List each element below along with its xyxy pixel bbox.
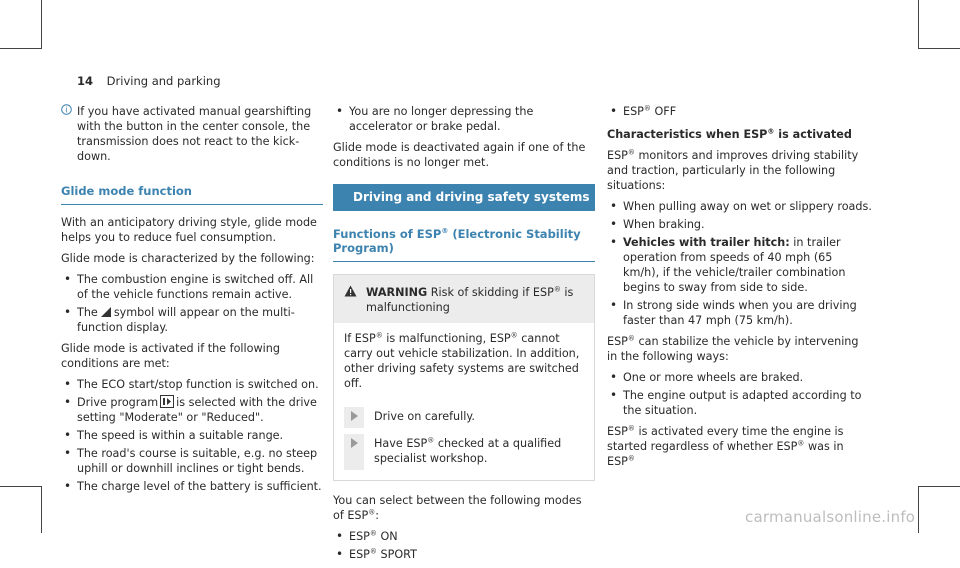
- mode-list-continued: [607, 104, 872, 119]
- info-icon: [61, 104, 72, 119]
- list-item: • ESP® ON: [333, 529, 595, 544]
- warning-body: If ESP® is malfunctioning, ESP® cannot carry out vehicle stabilization. In addition, other driving safety systems are switched off.: [344, 331, 580, 390]
- glide-mode-icon: [100, 306, 112, 318]
- list-item: • You are no longer depressing the accelerator or brake pedal.: [333, 104, 595, 134]
- step-arrow-icon: [351, 438, 358, 448]
- feature-list: [61, 272, 323, 335]
- list-item: • ESP® SPORT: [333, 547, 595, 562]
- chapter-banner: Driving and driving safety systems: [333, 184, 595, 211]
- svg-text:i: i: [65, 105, 68, 115]
- paragraph: ESP® monitors and improves driving stability and traction, particularly in the following situations:: [607, 148, 859, 192]
- section-heading: Functions of ESP® (Electronic Stability Program): [333, 227, 595, 262]
- list-item: • When pulling away on wet or slippery roads.: [607, 199, 872, 214]
- list-item: • The engine output is adapted according to the situation.: [607, 388, 872, 418]
- step-arrow-icon: [351, 411, 358, 421]
- crop-mark: [918, 486, 960, 487]
- list-item: • The combustion engine is switched off. All of the vehicle functions remain active.: [61, 272, 323, 302]
- list-item: • In strong side winds when you are driving faster than 47 mph (75 km/h).: [607, 298, 872, 328]
- instruction-step: Drive on carefully.: [344, 407, 584, 428]
- page-number: 14: [77, 74, 94, 88]
- list-item: • Vehicles with trailer hitch: in trailer operation from speeds of 40 mph (65 km/h), if the vehicle/trailer combination begins to sway from side to side.: [607, 235, 872, 295]
- column-2: [333, 104, 595, 568]
- list-item: • The road's course is suitable, e.g. no steep uphill or downhill inclines or tight bends.: [61, 446, 323, 476]
- paragraph: Glide mode is characterized by the following:: [61, 252, 315, 265]
- paragraph: With an anticipatory driving style, glide mode helps you to reduce fuel consumption.: [61, 216, 317, 244]
- paragraph: ESP® can stabilize the vehicle by intervening in the following ways:: [607, 334, 859, 363]
- mode-list: [333, 529, 595, 562]
- section-title: Driving and parking: [106, 74, 221, 88]
- intervention-list: [607, 370, 872, 418]
- paragraph: Glide mode is deactivated again if one of the conditions is no longer met.: [333, 141, 586, 169]
- list-item: • ESP® OFF: [607, 104, 872, 119]
- page-header: [77, 74, 221, 88]
- list-item: • The ECO start/stop function is switched on.: [61, 377, 323, 392]
- warning-label: WARNING: [366, 286, 428, 299]
- crop-mark: [0, 48, 42, 49]
- crop-mark: [0, 486, 42, 487]
- condition-list-continued: [333, 104, 595, 134]
- crop-mark: [41, 0, 42, 48]
- warning-header: WARNING Risk of skidding if ESP® is malfunctioning: [334, 275, 594, 323]
- column-3: [607, 104, 872, 475]
- sub-heading: Characteristics when ESP® is activated: [607, 127, 852, 141]
- list-item: • The speed is within a suitable range.: [61, 428, 323, 443]
- situation-list: [607, 199, 872, 328]
- note-text: If you have activated manual gearshifting with the button in the center console, the transmission does not react to the kick-down.: [77, 105, 312, 163]
- crop-mark: [918, 486, 919, 533]
- list-item: • When braking.: [607, 217, 872, 232]
- list-item: • The charge level of the battery is sufficient.: [61, 479, 323, 494]
- column-1: [61, 104, 323, 500]
- drive-program-icon: [160, 395, 174, 408]
- list-item: • The symbol will appear on the multi-function display.: [61, 305, 323, 335]
- section-heading: Glide mode function: [61, 184, 323, 205]
- paragraph: Glide mode is activated if the following conditions are met:: [61, 342, 280, 370]
- list-item: • One or more wheels are braked.: [607, 370, 872, 385]
- paragraph: ESP® is activated every time the engine is started regardless of whether ESP® was in ESP®: [607, 424, 844, 468]
- instruction-step: Have ESP® checked at a qualified specialist workshop.: [344, 434, 584, 470]
- crop-mark: [918, 0, 919, 48]
- list-item: • Drive program is selected with the drive setting "Moderate" or "Reduced".: [61, 395, 323, 425]
- crop-mark: [41, 486, 42, 533]
- info-note: [61, 104, 323, 164]
- crop-mark: [918, 48, 960, 49]
- warning-box: [333, 274, 595, 481]
- condition-list: [61, 377, 323, 494]
- watermark: carmanualsonline.info: [745, 508, 916, 526]
- warning-icon: [344, 285, 357, 301]
- paragraph: You can select between the following modes of ESP®:: [333, 494, 582, 522]
